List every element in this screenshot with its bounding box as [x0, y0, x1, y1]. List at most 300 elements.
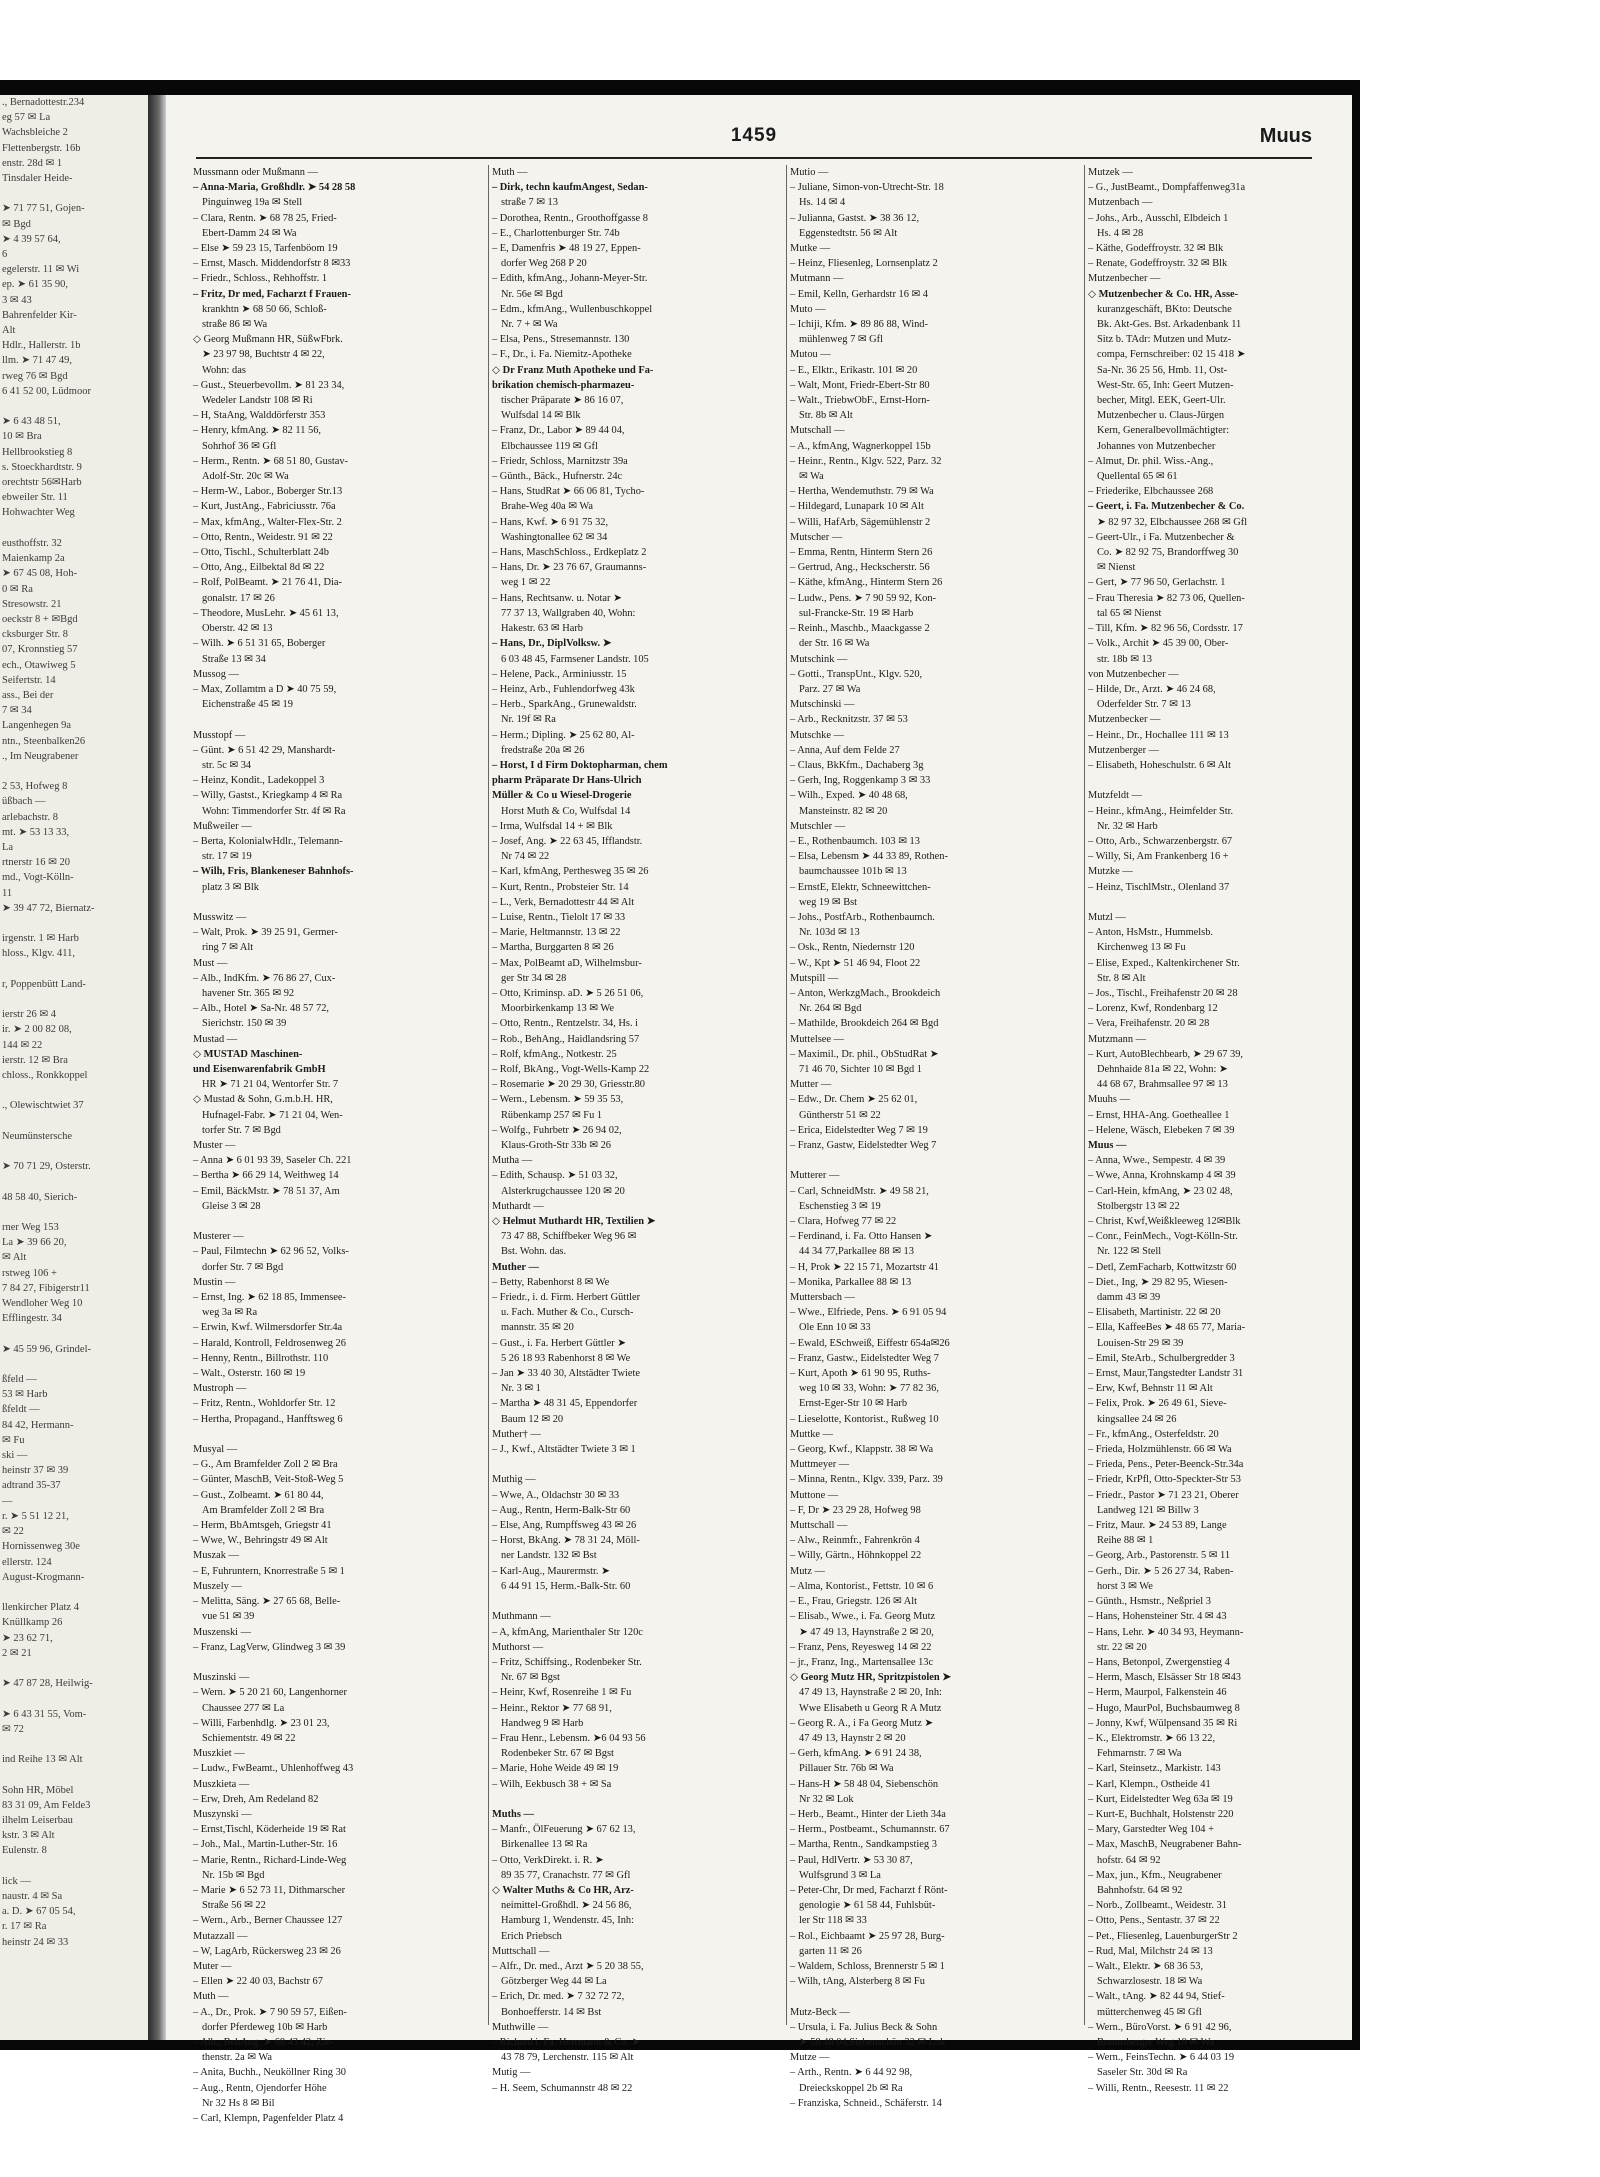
left-page-line: 07, Kronnstieg 57 [2, 644, 78, 656]
directory-entry-line: – Mathilde, Brookdeich 264 ✉ Bgd [790, 1018, 939, 1030]
left-page-line: Langenhegen 9a [2, 720, 72, 732]
directory-entry-line: – Rud, Mal, Milchstr 24 ✉ 13 [1088, 1945, 1213, 1957]
directory-entry-line: – Franziska, Schneid., Schäferstr. 14 [790, 2097, 942, 2109]
directory-entry-line: Mutzke — [1088, 866, 1133, 878]
left-page-line: ntn., Steenbalken26 [2, 735, 86, 747]
directory-entry-line: – Volk., Archit ➤ 45 39 00, Ober- [1088, 638, 1229, 650]
directory-entry-line: brikation chemisch-pharmazeu- [492, 379, 635, 391]
directory-entry-line: 43 78 79, Lerchenstr. 115 ✉ Alt [501, 2052, 634, 2064]
directory-entry-line: – Marie, Hohe Weide 49 ✉ 19 [492, 1763, 619, 1775]
directory-entry-line: – Erich, Dr. med. ➤ 7 32 72 72, [492, 1991, 625, 2003]
directory-entry-line: baumchaussee 101b ✉ 13 [799, 866, 907, 878]
directory-entry-line: ➤ 23 97 98, Buchtstr 4 ✉ 22, [202, 349, 325, 361]
directory-entry-line: – Martha ➤ 48 31 45, Eppendorfer [492, 1398, 638, 1410]
directory-entry-line: West-Str. 65, Inh: Geert Mutzen- [1097, 379, 1234, 391]
directory-entry-line [190, 712, 423, 727]
directory-entry-line: – Herm, BbAmtsgeh, Griegstr 41 [193, 1520, 332, 1532]
directory-entry-line: – Frieda, Pens., Peter-Beenck-Str.34a [1088, 1459, 1244, 1471]
directory-entry-line: – Minna, Rentn., Klgv. 339, Parz. 39 [790, 1474, 943, 1486]
directory-entry-line: kingsallee 24 ✉ 26 [1097, 1413, 1177, 1425]
directory-entry-line: – Wern. ➤ 5 20 21 60, Langenhorner [193, 1687, 347, 1699]
directory-entry-line: – Karl-Aug., Maurermstr. ➤ [492, 1565, 610, 1577]
directory-entry-line: – Else, Ang, Rumpffsweg 43 ✉ 26 [492, 1520, 637, 1532]
left-page-line: Hornissenweg 30e [2, 1541, 80, 1553]
directory-entry-line: – Wilh. ➤ 6 51 31 65, Boberger [193, 638, 326, 650]
directory-entry-line: ◇ Helmut Muthardt HR, Textilien ➤ [492, 1216, 656, 1228]
directory-entry-line [787, 1989, 1020, 2004]
directory-entry-line: – Anton, WerkzgMach., Brookdeich [790, 987, 941, 999]
left-page-line: Maienkamp 2a [2, 553, 65, 565]
directory-entry-line: 6 03 48 45, Farmsener Landstr. 105 [501, 653, 649, 665]
directory-entry-line: – Herm., Rentn. ➤ 68 51 80, Gustav- [193, 455, 349, 467]
directory-entry-line: – Erwin, Kwf. Wilmersdorfer Str.4a [193, 1322, 343, 1334]
directory-entry-line: – Fr., kfmAng., Osterfeldstr. 20 [1088, 1428, 1219, 1440]
directory-entry-line: Mutzfeldt — [1088, 790, 1142, 802]
directory-entry-line: Oberstr. 42 ✉ 13 [202, 623, 273, 635]
directory-entry-line: – Gust., Zolbeamt. ➤ 61 80 44, [193, 1489, 324, 1501]
directory-entry-line: – Otto, Rentn., Rentzelstr. 34, Hs. i [492, 1018, 639, 1030]
directory-entry-line: – Pet., Fliesenleg, LauenburgerStr 2 [1088, 1930, 1238, 1942]
directory-entry-line: – Emil, Kelln, Gerhardstr 16 ✉ 4 [790, 288, 928, 300]
directory-entry-line: – Hilde, Dr., Arzt. ➤ 46 24 68, [1088, 683, 1216, 695]
directory-entry-line: neimittel-Großhdl. ➤ 24 56 86, [501, 1900, 632, 1912]
directory-entry-line: 44 34 77,Parkallee 88 ✉ 13 [799, 1246, 914, 1258]
directory-entry-line: 73 47 88, Schiffbeker Weg 96 ✉ [501, 1231, 637, 1243]
left-page-line: 83 31 09, Am Felde3 [2, 1799, 91, 1811]
directory-entry-line: Rodenbeker Str. 67 ✉ Bgst [501, 1748, 614, 1760]
directory-entry-line: Ebert-Damm 24 ✉ Wa [202, 227, 297, 239]
directory-entry-line: – Marie, Rentn., Richard-Linde-Weg [193, 1854, 347, 1866]
directory-entry-line: – Herb., SparkAng., Grunewaldstr. [492, 699, 637, 711]
directory-entry-line: Bahnhofstr. 64 ✉ 92 [1097, 1884, 1183, 1896]
directory-entry-line: – Theodore, MusLehr. ➤ 45 61 13, [193, 607, 339, 619]
directory-entry-line: – Willy, Si, Am Frankenberg 16 + [1088, 851, 1229, 863]
directory-entry-line: – H. Seem, Schumannstr 48 ✉ 22 [492, 2082, 633, 2094]
left-page-line: 6 41 52 00, Lüdmoor [2, 385, 91, 397]
directory-entry-line: Wohn: Timmendorfer Str. 4f ✉ Ra [202, 805, 346, 817]
directory-entry-line: Muszely — [193, 1580, 242, 1592]
directory-entry-line: – Walt., tAng. ➤ 82 44 94, Stief- [1088, 1991, 1225, 2003]
directory-entry-line: thenstr. 2a ✉ Wa [202, 2052, 273, 2064]
directory-entry-line: – Bertha ➤ 66 29 14, Weithweg 14 [193, 1170, 339, 1182]
directory-entry-line: 77 37 13, Wallgraben 40, Wohn: [501, 607, 636, 619]
directory-entry-line: dorfer Pferdeweg 10b ✉ Harb [202, 2021, 328, 2033]
directory-entry-line: ring 7 ✉ Alt [202, 942, 254, 954]
left-page-line: ski — [2, 1450, 28, 1462]
directory-entry-line: ◇ Mutzenbecher & Co. HR, Asse- [1088, 288, 1239, 300]
directory-entry-line: Muttone — [790, 1489, 839, 1501]
directory-entry-line: – Kurt, JustAng., Fabriciusstr. 76a [193, 501, 336, 513]
directory-entry-line: Louisen-Str 29 ✉ 39 [1097, 1337, 1184, 1349]
directory-entry-line: – Willi, Rentn., Reesestr. 11 ✉ 22 [1088, 2082, 1229, 2094]
left-page-line: August-Krogmann- [2, 1571, 85, 1583]
left-page-line: ierstr. 12 ✉ Bra [2, 1054, 68, 1066]
directory-entry-line: Muthardt — [492, 1200, 544, 1212]
directory-entry-line: Braunsberger Weg 19 ✉ Wa [1097, 2036, 1215, 2048]
directory-entry-line: – Edw., Dr. Chem ➤ 25 62 01, [790, 1094, 918, 1106]
directory-entry-line: – Henry, kfmAng. ➤ 82 11 56, [193, 425, 321, 437]
left-page-line: rner Weg 153 [2, 1222, 59, 1234]
directory-entry-line: – Heinz, TischlMstr., Olenland 37 [1088, 881, 1230, 893]
book-gutter [148, 95, 166, 2040]
directory-entry-line: Sierichstr. 150 ✉ 39 [202, 1018, 287, 1030]
left-page-line: 48 58 40, Sierich- [2, 1191, 78, 1203]
left-page-line: ✉ Bgd [2, 218, 31, 230]
directory-entry-line: – Wilh, tAng, Alsterberg 8 ✉ Fu [790, 1976, 925, 1988]
directory-entry-line: – F., Dr., i. Fa. Niemitz-Apotheke [492, 349, 632, 361]
directory-entry-line: – Clara, Hofweg 77 ✉ 22 [790, 1216, 897, 1228]
directory-entry-line: Saseler Str. 30d ✉ Ra [1097, 2067, 1188, 2079]
directory-entry-line: – Hugo, MaurPol, Buchsbaumweg 8 [1088, 1702, 1240, 1714]
directory-entry-line: – Mary, Garstedter Weg 104 + [1088, 1824, 1214, 1836]
directory-entry-line: Bk. Akt-Ges. Bst. Arkadenbank 11 [1097, 319, 1242, 331]
directory-entry-line: – Peter-Chr, Dr med, Facharzt f Rönt- [790, 1884, 948, 1896]
directory-entry-line: – Fritz, Maur. ➤ 24 53 89, Lange [1088, 1520, 1227, 1532]
directory-entry-line: – Geert-Ulr., i Fa. Mutzenbecher & [1088, 531, 1235, 543]
directory-entry-line: Güntherstr 51 ✉ 22 [799, 1109, 881, 1121]
directory-entry-line [190, 1427, 423, 1442]
left-page-line: adtrand 35-37 [2, 1480, 61, 1492]
directory-entry-line: – Max, kfmAng., Walter-Flex-Str. 2 [193, 516, 342, 528]
directory-entry-line: straße 7 ✉ 13 [501, 197, 558, 209]
directory-entry-line: hofstr. 64 ✉ 92 [1097, 1854, 1161, 1866]
directory-entry-line: – Herb., Beamt., Hinter der Lieth 34a [790, 1808, 946, 1820]
left-page-line: ierstr 26 ✉ 4 [2, 1009, 56, 1021]
directory-entry-line: vue 51 ✉ 39 [202, 1611, 255, 1623]
directory-entry-line: Brahe-Weg 40a ✉ Wa [501, 501, 593, 513]
directory-entry-line: – Heinz, Arb., Fuhlendorfweg 43k [492, 683, 635, 695]
directory-entry-line: – Betty, Rabenhorst 8 ✉ We [492, 1276, 610, 1288]
directory-entry-line: Muthig — [492, 1474, 536, 1486]
directory-entry-line: – Fritz, Rentn., Wohldorfer Str. 12 [193, 1398, 336, 1410]
directory-entry-line: – Berta, KolonialwHdlr., Telemann- [193, 835, 343, 847]
directory-entry-line: – Felix, Prok. ➤ 26 49 61, Sieve- [1088, 1398, 1227, 1410]
directory-entry-line: – Günth., Bäck., Hufnerstr. 24c [492, 471, 623, 483]
directory-entry-line: ger Str 34 ✉ 28 [501, 972, 567, 984]
directory-entry-line [190, 1655, 423, 1670]
left-page-line [0, 764, 148, 779]
directory-entry-line: – Erw, Kwf, Behnstr 11 ✉ Alt [1088, 1383, 1213, 1395]
directory-entry-line: str. 5c ✉ 34 [202, 759, 252, 771]
left-page-line: ßfeld — [2, 1374, 37, 1386]
directory-entry-line: Mussmann oder Mußmann — [193, 167, 318, 178]
left-page-line: egelerstr. 11 ✉ Wi [2, 264, 80, 276]
directory-entry-line: – Wwe., Elfriede, Pens. ➤ 6 91 05 94 [790, 1307, 947, 1319]
directory-entry-line: Götzberger Weg 44 ✉ La [501, 1976, 607, 1988]
left-page-line: — [2, 1495, 13, 1507]
directory-entry-line: Muttschall — [790, 1520, 848, 1532]
directory-entry-line [787, 1153, 1020, 1168]
directory-entry-line: Nr. 3 ✉ 1 [501, 1383, 541, 1395]
directory-entry-line: – Heinz, Kondit., Ladekoppel 3 [193, 775, 325, 787]
directory-entry-line: Parz. 27 ✉ Wa [799, 683, 861, 695]
left-page-line: ebweiler Str. 11 [2, 492, 68, 504]
directory-entry-line [1085, 773, 1318, 788]
directory-entry-line: – Frieda, Holzmühlenstr. 66 ✉ Wa [1088, 1444, 1232, 1456]
directory-entry-line: – Otto, Arb., Schwarzenbergstr. 67 [1088, 835, 1233, 847]
directory-entry-line: – Ernst, Maur,Tangstedter Landstr 31 [1088, 1368, 1244, 1380]
directory-entry-line: Mutter — [790, 1079, 832, 1091]
directory-entry-line: Mutzenbecker — [1088, 714, 1161, 726]
directory-entry-line: Mutz — [790, 1565, 825, 1577]
directory-entry-line: mütterchenweg 45 ✉ Gfl [1097, 2006, 1202, 2018]
directory-entry-line: – Hildegard, Lunapark 10 ✉ Alt [790, 501, 924, 513]
directory-entry-line: Reihe 88 ✉ 1 [1097, 1535, 1154, 1547]
directory-entry-line: Nr. 122 ✉ Stell [1097, 1246, 1162, 1258]
directory-entry-line: – Wwe, A., Oldachstr 30 ✉ 33 [492, 1489, 620, 1501]
directory-entry-line: Wulfsdal 14 ✉ Blk [501, 410, 581, 422]
directory-entry-line: – Marie, Heltmannstr. 13 ✉ 22 [492, 927, 621, 939]
left-page-line [0, 992, 148, 1007]
directory-entry-line: Muus — [1088, 1140, 1127, 1151]
directory-entry-line: HR ➤ 71 21 04, Wentorfer Str. 7 [202, 1079, 339, 1091]
left-page-line: 6 [2, 249, 8, 261]
directory-entry-line: Chaussee 277 ✉ La [202, 1702, 285, 1714]
directory-entry-line: – Hertha, Propagand., Hanfftsweg 6 [193, 1413, 343, 1425]
directory-entry-line: – Gust., Steuerbevollm. ➤ 81 23 34, [193, 379, 345, 391]
directory-entry-line: – Heinr., kfmAng., Heimfelder Str. [1088, 805, 1234, 817]
directory-entry-line: – Wilh, Eekbusch 38 + ✉ Sa [492, 1778, 612, 1790]
directory-entry-line: Pinguinweg 19a ✉ Stell [202, 197, 303, 209]
left-page-line: La [2, 841, 14, 853]
directory-entry-line: von Mutzenbecher — [1088, 668, 1179, 680]
directory-entry-line: Adolf-Str. 20c ✉ Wa [202, 471, 289, 483]
directory-entry-line: – Melitta, Säng. ➤ 27 65 68, Belle- [193, 1596, 341, 1608]
left-page-line: heinstr 24 ✉ 33 [2, 1936, 69, 1948]
directory-entry-line: – Otto, Kriminsp. aD. ➤ 5 26 51 06, [492, 987, 644, 999]
directory-entry-line: – jr., Franz, Ing., Martensallee 13c [790, 1656, 934, 1668]
directory-entry-line: Pillauer Str. 76b ✉ Wa [799, 1763, 894, 1775]
directory-entry-line: – Otto, Pens., Sentastr. 37 ✉ 22 [1088, 1915, 1220, 1927]
directory-entry-line: Kern, Generalbevollmächtigter: [1097, 425, 1230, 437]
directory-entry-line: Hs. 4 ✉ 28 [1097, 227, 1144, 239]
directory-entry-line: – Otto, Ang., Eilbektal 8d ✉ 22 [193, 562, 325, 574]
directory-entry-line: – E, Fuhruntern, Knorrestraße 5 ✉ 1 [193, 1565, 345, 1577]
left-page-line: Hohwachter Weg [2, 507, 75, 519]
directory-columns [190, 165, 1316, 2124]
directory-entry-line: Musyal — [193, 1444, 238, 1456]
left-page-line: ✉ 72 [2, 1723, 24, 1735]
directory-entry-line: – Irma, Wulfsdal 14 + ✉ Blk [492, 820, 613, 832]
directory-entry-line: – Gert, ➤ 77 96 50, Gerlachstr. 1 [1088, 577, 1226, 589]
left-page-line: Hellbrookstieg 8 [2, 446, 73, 458]
directory-entry-line: – Max, jun., Kfm., Neugrabener [1088, 1869, 1222, 1881]
directory-entry-line: – Otto, Tischl., Schulterblatt 24b [193, 547, 329, 559]
directory-entry-line: – Norb., Zollbeamt., Weidestr. 31 [1088, 1900, 1227, 1912]
directory-entry-line: – Hans, Rechtsanw. u. Notar ➤ [492, 592, 622, 604]
directory-entry-line: Horst Muth & Co, Wulfsdal 14 [501, 805, 631, 817]
page-header [196, 123, 1312, 153]
directory-entry-line: Mutzenbach — [1088, 197, 1153, 209]
left-page-line: hloss., Klgv. 411, [2, 948, 76, 960]
directory-entry-line: Schiementstr. 49 ✉ 22 [202, 1732, 296, 1744]
directory-entry-line: – Vera, Freihafenstr. 20 ✉ 28 [1088, 1018, 1210, 1030]
directory-entry-line: – Gotti., TranspUnt., Klgv. 520, [790, 668, 923, 680]
directory-entry-line: 6 44 91 15, Herm.-Balk-Str. 60 [501, 1580, 631, 1592]
directory-entry-line: – Hans-H ➤ 58 48 04, Siebenschön [790, 1778, 939, 1790]
directory-entry-line: – Elisab., Wwe., i. Fa. Georg Mutz [790, 1611, 936, 1623]
directory-entry-line: – Carl-Hein, kfmAng, ➤ 23 02 48, [1088, 1185, 1233, 1197]
directory-entry-line: krankhtn ➤ 68 50 66, Schloß- [202, 303, 327, 315]
left-page-line: oeckstr 8 + ✉Bgd [2, 613, 78, 625]
directory-entry-line: Nr. 15b ✉ Bgd [202, 1869, 265, 1881]
directory-entry-line: Dreieckskoppel 2b ✉ Ra [799, 2082, 903, 2094]
left-page-edge [0, 95, 150, 2040]
directory-entry-line: – Herm-W., Labor., Boberger Str.13 [193, 486, 343, 498]
directory-entry-line: Hamburg 1, Wendenstr. 45, Inh: [501, 1915, 634, 1927]
directory-entry-line: – Horst, BkAng. ➤ 78 31 24, Möll- [492, 1535, 640, 1547]
left-page-line: ellerstr. 124 [2, 1556, 52, 1568]
directory-entry-line: platz 3 ✉ Blk [202, 881, 259, 893]
left-page-line [0, 1737, 148, 1752]
directory-entry-line: – Else ➤ 59 23 15, Tarfenböom 19 [193, 243, 338, 255]
directory-entry-line: – Geert, i. Fa. Mutzenbecher & Co. [1088, 501, 1245, 513]
directory-entry-line: – Dirk, techn kaufmAngest, Sedan- [492, 182, 648, 194]
directory-entry-line: – Hans, Betonpol, Zwergenstieg 4 [1088, 1656, 1230, 1668]
directory-entry-line: Muth — [193, 1991, 229, 2003]
directory-entry-line: – Almut, Dr. phil. Wiss.-Ang., [1088, 455, 1214, 467]
directory-entry-line: – Rolf, kfmAng., Notkestr. 25 [492, 1048, 617, 1060]
directory-entry-line: – Johs., Arb., Ausschl, Elbdeich 1 [1088, 212, 1229, 224]
directory-entry-line: Nr 32 ✉ Lok [799, 1793, 854, 1805]
directory-entry-line: – Anna-Maria, Großhdlr. ➤ 54 28 58 [193, 182, 356, 194]
directory-entry-line: – Ursula, i. Fa. Julius Beck & Sohn [790, 2021, 938, 2033]
directory-entry-line: – Willy, Gärtn., Höhnkoppel 22 [790, 1550, 922, 1562]
directory-entry-line: – Max, MaschB, Neugrabener Bahn- [1088, 1839, 1242, 1851]
column-4 [1084, 165, 1318, 2094]
directory-entry-line: – Herm., Postbeamt., Schumannstr. 67 [790, 1824, 950, 1836]
directory-entry-line: Mutou — [790, 349, 831, 361]
left-page-line [0, 1144, 148, 1159]
directory-entry-line: – Willy, Gastst., Kriegkamp 4 ✉ Ra [193, 790, 343, 802]
directory-entry-line: – Willi, HafArb, Sägemühlenstr 2 [790, 516, 931, 528]
directory-entry-line: – Alfr., Dr. med., Arzt ➤ 5 20 38 55, [492, 1960, 644, 1972]
left-page-line [0, 916, 148, 931]
directory-entry-line: Mutio — [790, 167, 829, 178]
directory-entry-line: Co. ➤ 82 92 75, Brandorffweg 30 [1097, 547, 1239, 559]
directory-entry-line: Muster — [193, 1140, 236, 1151]
directory-entry-line: Oderfelder Str. 7 ✉ 13 [1097, 699, 1191, 711]
directory-entry-line: – Heinz, Fliesenleg, Lornsenplatz 2 [790, 258, 938, 270]
directory-entry-line: Sitz b. TAdr: Mutzen und Mutz- [1097, 334, 1232, 346]
left-page-line: La ➤ 39 66 20, [2, 1237, 67, 1249]
directory-entry-line: – Maximil., Dr. phil., ObStudRat ➤ [790, 1048, 939, 1060]
left-page-line: 84 42, Hermann- [2, 1419, 74, 1431]
directory-entry-line: – K., Elektromstr. ➤ 66 13 22, [1088, 1732, 1216, 1744]
directory-entry-line: tischer Präparate ➤ 86 16 07, [501, 395, 624, 407]
column-3 [786, 165, 1020, 2109]
left-page-line: ßfeldt — [2, 1404, 40, 1416]
directory-entry-line: Mustroph — [193, 1383, 247, 1395]
directory-entry-line: – Diet., Ing, ➤ 29 82 95, Wiesen- [1088, 1276, 1228, 1288]
directory-entry-line: Nr. 103d ✉ 13 [799, 927, 860, 939]
directory-entry-line: Muttmeyer — [790, 1459, 850, 1471]
directory-entry-line: str. 17 ✉ 19 [202, 851, 252, 863]
left-page-line: lick — [2, 1875, 31, 1887]
left-page-line: ✉ Fu [2, 1434, 25, 1446]
directory-entry-line: weg 19 ✉ Bst [799, 896, 858, 908]
directory-entry-line: – Emil, BäckMstr. ➤ 78 51 37, Am [193, 1185, 340, 1197]
directory-entry-line: – Rolf, BkAng., Vogt-Wells-Kamp 22 [492, 1063, 650, 1075]
directory-entry-line: – Ernst, Ing. ➤ 62 18 85, Immensee- [193, 1292, 346, 1304]
left-page-line: 0 ✉ Ra [2, 583, 33, 595]
directory-entry-line: – Hans, Kwf. ➤ 6 91 75 32, [492, 516, 609, 528]
directory-entry-line: Str. 8b ✉ Alt [799, 410, 853, 422]
directory-entry-line: – Gertrud, Ang., Heckscherstr. 56 [790, 562, 930, 574]
directory-entry-line: Schwarzlosestr. 18 ✉ Wa [1097, 1976, 1203, 1988]
directory-entry-line: – Johs., PostfArb., Rothenbaumch. [790, 911, 935, 923]
directory-entry-line: garten 11 ✉ 26 [799, 1945, 862, 1957]
left-page-line [0, 399, 148, 414]
directory-entry-line: 47 49 13, Haynstr 2 ✉ 20 [799, 1732, 906, 1744]
directory-entry-line: – Aug., Rentn, Herm-Balk-Str 60 [492, 1504, 631, 1516]
directory-entry-line: Alsterkrugchaussee 120 ✉ 20 [501, 1185, 625, 1197]
directory-entry-line: mühlenweg 7 ✉ Gfl [799, 334, 884, 346]
directory-entry-line: – Rob., BehAng., Haidlandsring 57 [492, 1033, 640, 1045]
directory-entry-line: Muttschall — [492, 1945, 550, 1957]
directory-entry-line: – Alb., Hotel ➤ Sa-Nr. 48 57 72, [193, 1003, 329, 1015]
left-page-line: ➤ 45 59 96, Grindel- [2, 1343, 91, 1355]
directory-entry-line: – Dorothea, Rentn., Groothoffgasse 8 [492, 212, 648, 224]
directory-entry-line: – Heinr., Dr., Hochallee 111 ✉ 13 [1088, 729, 1229, 741]
directory-entry-line: tal 65 ✉ Nienst [1097, 607, 1162, 619]
directory-entry-line: – Marie ➤ 6 52 73 11, Dithmarscher [193, 1884, 346, 1896]
left-page-line: rstweg 106 + [2, 1267, 57, 1279]
directory-entry-line: Eichenstraße 45 ✉ 19 [202, 699, 293, 711]
directory-entry-line: Mutschler — [790, 820, 846, 832]
directory-entry-line: Wedeler Landstr 108 ✉ Ri [202, 395, 313, 407]
directory-entry-line: – E., Charlottenburger Str. 74b [492, 227, 620, 239]
directory-entry-line: – Erica, Eidelstedter Weg 7 ✉ 19 [790, 1124, 928, 1136]
directory-entry-line: weg 1 ✉ 22 [501, 577, 551, 589]
directory-entry-line: Muszinski — [193, 1672, 250, 1684]
directory-entry-line: Washingtonallee 62 ✉ 34 [501, 531, 608, 543]
left-page-line: kstr. 3 ✉ Alt [2, 1830, 55, 1842]
directory-entry-line: Johannes von Mutzenbecher [1097, 440, 1216, 452]
directory-entry-line [190, 1214, 423, 1229]
directory-entry-line: – Manfr., ÖlFeuerung ➤ 67 62 13, [492, 1824, 636, 1836]
directory-entry-line: – Aug., Rentn, Ojendorfer Höhe [193, 2082, 327, 2094]
directory-entry-line: – Helene, Wäsch, Elebeken 7 ✉ 39 [1088, 1124, 1235, 1136]
directory-entry-line: pharm Präparate Dr Hans-Ulrich [492, 775, 642, 787]
left-page-line: Bahrenfelder Kir- [2, 309, 77, 321]
directory-entry-line: Mussog — [193, 668, 239, 680]
left-page-line: ➤ 71 77 51, Gojen- [2, 203, 85, 215]
directory-entry-line: – Franz, Gastw, Eidelstedter Weg 7 [790, 1140, 937, 1151]
directory-entry-line: – Kurt, Eidelstedter Weg 63a ✉ 19 [1088, 1793, 1233, 1805]
left-page-line: ➤ 70 71 29, Osterstr. [2, 1161, 91, 1173]
left-page-line: Wachsbleiche 2 [2, 127, 68, 139]
directory-entry-line: – Martha, Burggarten 8 ✉ 26 [492, 942, 614, 954]
directory-entry-line: – Edm., kfmAng., Wullenbuschkoppel [492, 303, 653, 315]
directory-entry-line: – Emma, Rentn, Hinterm Stern 26 [790, 547, 933, 559]
directory-entry-line: u. Fach. Muther & Co., Cursch- [501, 1307, 634, 1319]
directory-entry-line: Mutschinski — [790, 699, 855, 711]
directory-entry-line: weg 10 ✉ 33, Wohn: ➤ 77 82 36, [799, 1383, 939, 1395]
directory-entry-line: Mutke — [790, 243, 831, 255]
directory-entry-line: – Gust., i. Fa. Herbert Güttler ➤ [492, 1337, 626, 1349]
directory-entry-line: Muter — [193, 1960, 232, 1972]
directory-entry-line: Bst. Wohn. das. [501, 1246, 567, 1258]
left-page-line: Alt [2, 325, 16, 337]
left-page-line: ech., Otawiweg 5 [2, 659, 76, 671]
directory-entry-line: – Karl, Steinsetz., Markistr. 143 [1088, 1763, 1221, 1775]
directory-entry-line: – Erw, Dreh, Am Redeland 82 [193, 1793, 319, 1805]
directory-entry-line [489, 1594, 722, 1609]
directory-entry-line: – Arb., Recknitzstr. 37 ✉ 53 [790, 714, 908, 726]
directory-entry-line: – Alb., BehAng. ➤ 68 43 42, Zie- [193, 2036, 334, 2048]
directory-entry-line: – Günter, MaschB, Veit-Stoß-Weg 5 [193, 1474, 344, 1486]
